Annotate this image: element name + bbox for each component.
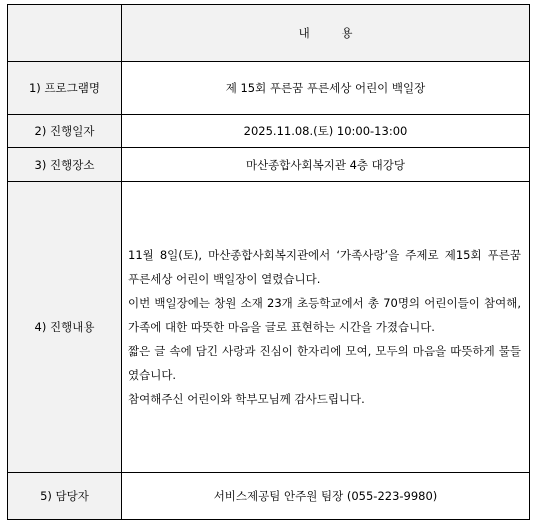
content-paragraph: 이번 백일장에는 창원 소재 23개 초등학교에서 총 70명의 어린이들이 참여해, 가족에 대한 따뜻한 마음을 글로 표현하는 시간을 가졌습니다. xyxy=(128,296,521,334)
date-row xyxy=(8,115,530,148)
date-value: 2025.11.08.(토) 10:00-13:00 xyxy=(122,115,530,148)
date-label: 2) 진행일자 xyxy=(8,115,122,148)
header-empty-cell xyxy=(8,5,122,62)
program-name-value: 제 15회 푸른꿈 푸른세상 어린이 백일장 xyxy=(122,62,530,115)
contact-label: 5) 담당자 xyxy=(8,473,122,520)
content-label: 4) 진행내용 xyxy=(8,182,122,473)
program-name-label: 1) 프로그램명 xyxy=(8,62,122,115)
venue-value: 마산종합사회복지관 4층 대강당 xyxy=(122,148,530,182)
content-paragraph: 짧은 글 속에 담긴 사랑과 진심이 한자리에 모여, 모두의 마음을 따뜻하게 물들였습니다. xyxy=(128,344,521,382)
report-table xyxy=(7,4,530,520)
content-header: 내 용 xyxy=(122,5,530,62)
contact-row xyxy=(8,473,530,520)
program-name-row xyxy=(8,62,530,115)
venue-label: 3) 진행장소 xyxy=(8,148,122,182)
content-body xyxy=(122,182,530,473)
content-paragraph: 11월 8일(토), 마산종합사회복지관에서 ‘가족사랑’을 주제로 제15회 푸른꿈 푸른세상 어린이 백일장이 열렸습니다. xyxy=(128,248,521,286)
venue-row xyxy=(8,148,530,182)
table-header-row xyxy=(8,5,530,62)
content-row xyxy=(8,182,530,473)
content-paragraph: 참여해주신 어린이와 학부모님께 감사드립니다. xyxy=(128,392,365,406)
contact-value: 서비스제공팀 안주원 팀장 (055-223-9980) xyxy=(122,473,530,520)
